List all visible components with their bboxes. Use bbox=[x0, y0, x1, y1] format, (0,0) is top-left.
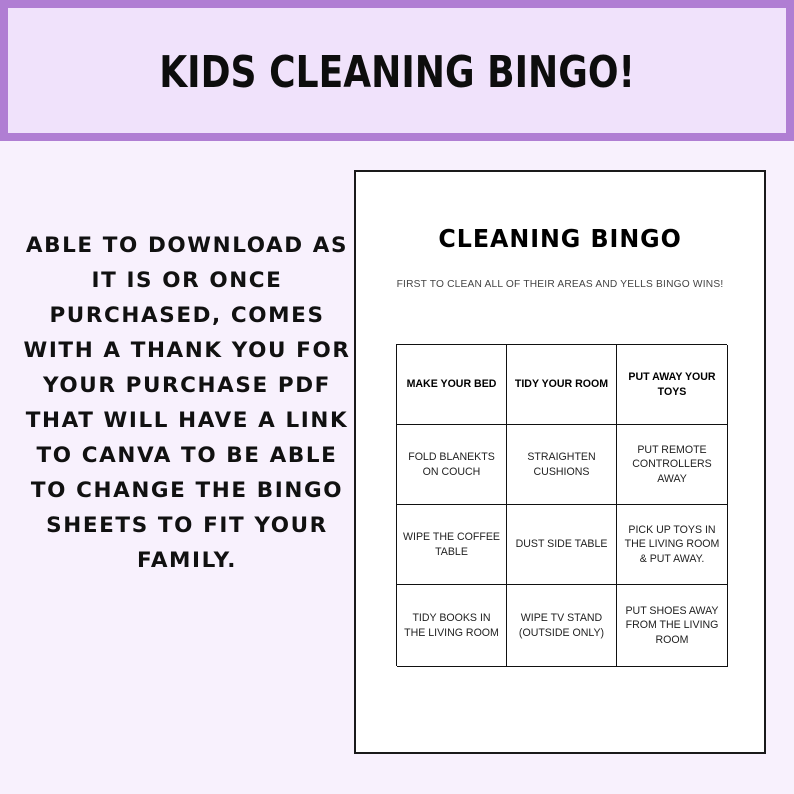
bingo-cell: PUT REMOTE CONTROLLERS AWAY bbox=[617, 425, 728, 505]
product-description: ABLE TO DOWNLOAD AS IT IS OR ONCE PURCHASED, COMES WITH A THANK YOU FOR YOUR PURCHASE PDF THAT WILL HAVE A LINK TO CANVA TO BE ABLE TO CHANGE THE BINGO SHEETS TO FIT YOUR FAMILY. bbox=[23, 233, 351, 573]
sheet-title-text: CLEANING BINGO bbox=[438, 224, 682, 253]
sheet-title bbox=[356, 224, 764, 253]
bingo-cell: DUST SIDE TABLE bbox=[507, 505, 617, 585]
bingo-cell: TIDY BOOKS IN THE LIVING ROOM bbox=[397, 585, 507, 667]
page-title: KIDS CLEANING BINGO! bbox=[159, 47, 635, 98]
bingo-cell: MAKE YOUR BED bbox=[397, 345, 507, 425]
bingo-cell: TIDY YOUR ROOM bbox=[507, 345, 617, 425]
bingo-cell: WIPE TV STAND (OUTSIDE ONLY) bbox=[507, 585, 617, 667]
bingo-cell: FOLD BLANEKTS ON COUCH bbox=[397, 425, 507, 505]
bingo-sheet-preview bbox=[354, 170, 766, 754]
bingo-cell: PUT AWAY YOUR TOYS bbox=[617, 345, 728, 425]
bingo-cell: STRAIGHTEN CUSHIONS bbox=[507, 425, 617, 505]
bingo-cell: WIPE THE COFFEE TABLE bbox=[397, 505, 507, 585]
bingo-cell: PICK UP TOYS IN THE LIVING ROOM & PUT AWAY. bbox=[617, 505, 728, 585]
bingo-grid bbox=[396, 344, 727, 666]
title-banner bbox=[0, 0, 794, 141]
bingo-cell: PUT SHOES AWAY FROM THE LIVING ROOM bbox=[617, 585, 728, 667]
sheet-subtitle: FIRST TO CLEAN ALL OF THEIR AREAS AND YELLS BINGO WINS! bbox=[396, 279, 724, 290]
